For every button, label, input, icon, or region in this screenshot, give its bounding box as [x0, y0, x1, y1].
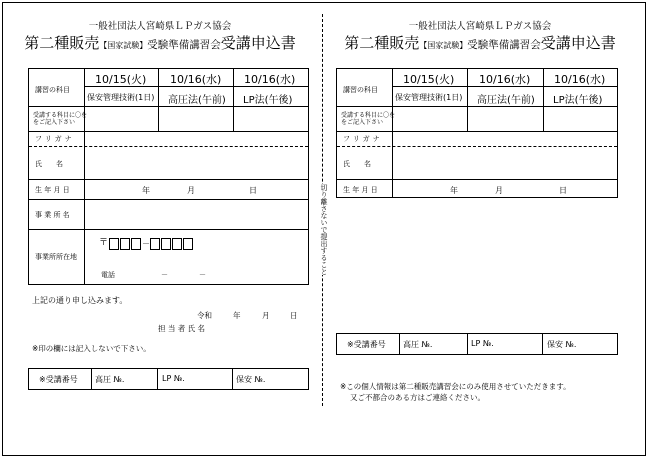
- course-safety-right: 保安管理技術(1日): [395, 93, 463, 102]
- form-title: [20, 32, 300, 53]
- label-name: 氏 名: [35, 160, 63, 168]
- receipt-safety-right: 保安 №.: [547, 340, 577, 349]
- note-mark: ※印の欄には記入しないで下さい。: [32, 344, 151, 353]
- receipt-label-right: ※受講番号: [347, 340, 386, 349]
- postal-mark: 〒: [99, 238, 109, 248]
- label-furigana-right: フリガナ: [343, 135, 383, 143]
- label-birthdate: 生 年 月 日: [35, 186, 70, 194]
- course-high-pressure: 高圧法(午前): [168, 95, 226, 106]
- privacy-line-1: ※この個人情報は第二種販売講習会にのみ使用させていただきます。: [340, 382, 571, 391]
- application-table-right: [336, 68, 618, 198]
- receipt-lp: LP №.: [162, 374, 185, 383]
- cut-instruction: 切り離さないで提出すること: [316, 184, 328, 275]
- title-middle: 受験準備講習会: [147, 39, 221, 51]
- label-subjects: 講習の科目: [35, 86, 70, 94]
- association-name-right: 一般社団法人宮崎県ＬＰガス協会: [408, 21, 552, 32]
- receipt-high-pressure-right: 高圧 №.: [403, 340, 433, 349]
- date-3: 10/16(水): [244, 73, 296, 86]
- receipt-safety: 保安 №.: [236, 375, 266, 384]
- receipt-lp-right: LP №.: [471, 339, 494, 348]
- mark-cell-high-pressure[interactable]: [159, 107, 233, 131]
- date-2: 10/16(水): [170, 73, 222, 86]
- receipt-high-pressure: 高圧 №.: [95, 375, 125, 384]
- birth-day: 日: [249, 186, 257, 195]
- course-high-pressure-right: 高圧法(午前): [477, 95, 535, 106]
- application-month: 月: [262, 311, 270, 320]
- application-table: [28, 68, 309, 285]
- application-year: 年: [233, 311, 241, 320]
- label-office: 事 業 所 名: [35, 211, 70, 219]
- receipt-table-left: [28, 368, 309, 390]
- birth-month-right: 月: [495, 186, 503, 195]
- date-3-right: 10/16(水): [554, 73, 606, 86]
- date-1: 10/15(火): [95, 73, 147, 86]
- label-subjects-right: 講習の科目: [343, 86, 378, 94]
- name-field[interactable]: [85, 147, 308, 179]
- privacy-line-2: 又ご不都合のある方はご連絡ください。: [350, 393, 485, 402]
- postal-code-boxes[interactable]: －: [109, 233, 194, 252]
- label-phone: 電話: [101, 271, 115, 279]
- course-lp: LP法(午後): [243, 95, 293, 106]
- title-end: 受講申込書: [220, 34, 296, 52]
- course-lp-right: LP法(午後): [553, 95, 603, 106]
- birth-year: 年: [142, 186, 150, 195]
- birth-month: 月: [187, 186, 195, 195]
- form-title-right: 第二種販売【国家試験】受験準備講習会受講申込書: [344, 34, 616, 52]
- course-safety: 保安管理技術(1日): [87, 93, 155, 102]
- label-address: 事業所所在地: [35, 253, 77, 261]
- label-birthdate-right: 生 年 月 日: [343, 186, 378, 194]
- person-in-charge: 担 当 者 氏 名: [158, 324, 206, 333]
- receipt-label: ※受講番号: [39, 375, 78, 384]
- receipt-table-right: [336, 333, 618, 355]
- application-statement: 上記の通り申し込みます。: [32, 296, 128, 305]
- label-furigana: フリガナ: [35, 135, 75, 143]
- label-name-right: 氏 名: [343, 160, 371, 168]
- phone-dash-1: －: [161, 271, 168, 279]
- reiwa-label: 令和: [197, 311, 212, 320]
- date-2-right: 10/16(水): [479, 73, 531, 86]
- birth-year-right: 年: [450, 186, 458, 195]
- association-name: 一般社団法人宮崎県ＬＰガス協会: [88, 21, 232, 32]
- furigana-field[interactable]: [85, 132, 308, 146]
- title-main: 第二種販売: [24, 34, 100, 52]
- phone-dash-2: －: [199, 271, 206, 279]
- label-mark: 受講する科目に〇を をご記入下さい: [33, 112, 88, 126]
- mark-cell-lp[interactable]: [234, 107, 308, 131]
- title-bracket: 【国家試験】: [99, 41, 148, 50]
- birth-day-right: 日: [559, 186, 567, 195]
- office-field[interactable]: [85, 200, 308, 229]
- label-mark-right: 受講する科目に〇を をご記入下さい: [341, 112, 396, 126]
- date-1-right: 10/15(火): [403, 73, 455, 86]
- mark-cell-safety[interactable]: [85, 107, 158, 131]
- application-day: 日: [290, 311, 298, 320]
